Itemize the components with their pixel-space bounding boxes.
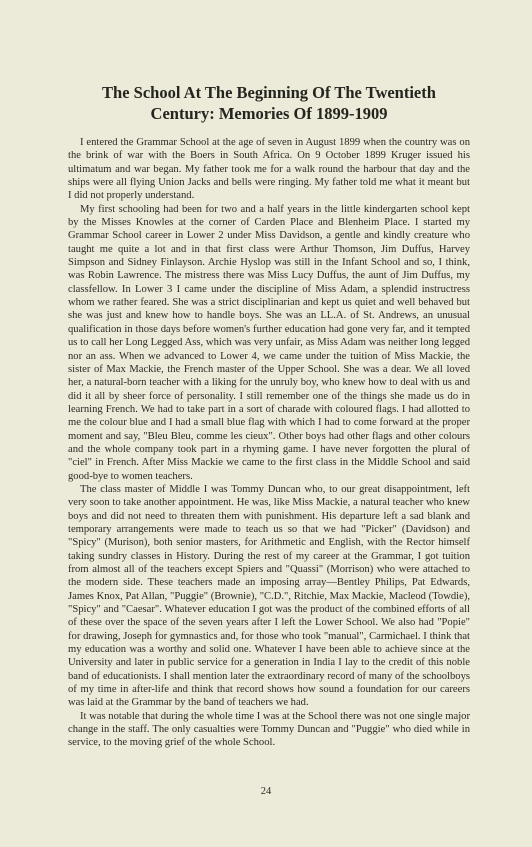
page-number: 24	[260, 786, 272, 797]
paragraph-2: My first schooling had been for two and a half years in the little kindergarten school kept by the Misses Knowles at the corner of Carden Place and Blenheim Place. I started my Grammar School career in Lower 2 under Miss Davidson, a gentle and kindly creature who taught me quite a lot and in that first class were Arthur Thomson, Jim Duffus, Harvey Simpson and Sidney Finlayson. Archie Hyslop was still in the Infant School and so, I think, was Robin Lawrence. The mistress there was Miss Lucy Duffus, the aunt of Jim Duffus, my classfellow. In Lower 3 I came under the discipline of Miss Adam, a splendid instructress whom we rather feared. She was a strict disciplinarian and kept us quiet and well behaved but she was just and knew how to handle boys. She was an LL.A. of St. Andrews, an unusual qualification in those days before women's further education had gone very far, and it tempted us to call her Long Legged Ass, which was very unfair, as Miss Adam was neither long legged nor an ass. When we advanced to Lower 4, we came under the tuition of Miss Mackie, the sister of Max Mackie, the French master of the Upper School. She was a dear. We all loved her, a natural-born teacher with a liking for the unruly boy, who knew how to deal with us and did it all by sheer force of personality. I still remember one of the things she made us do in learning French. We had to take part in a sort of charade with coloured flags. I had allotted to me the colour blue and I had a small blue flag with which I had to come forward at the proper moment and say, "Bleu Bleu, comme les cieux". Other boys had other flags and other colours and the whole company took part in a rhyming game. I have never forgotten the plural of "ciel" in French. After Miss Mackie we came to the first class in the Middle School and said good-bye to women teachers.	[68, 203, 470, 482]
paragraph-1: I entered the Grammar School at the age of seven in August 1899 when the country was on the brink of war with the Boers in South Africa. On 9 October 1899 Kruger issued his ultimatum and war began. My father took me for a walk round the harbour that day and the ships were all flying Union Jacks and bells were ringing. My father told me what it meant but I did not properly understand.	[68, 137, 470, 202]
title-line-2: Century: Memories Of 1899-1909	[150, 104, 388, 123]
article-body	[68, 136, 470, 750]
title-line-1: The School At The Beginning Of The Twentieth	[102, 83, 436, 102]
article-title	[68, 82, 470, 124]
paragraph-3: The class master of Middle I was Tommy Duncan who, to our great disappointment, left very soon to take another appointment. He was, like Miss Mackie, a natural teacher who knew boys and did not need to threaten them with punishment. His departure left a sad blank and temporary arrangements were made to teach us so that we had "Picker" (Davidson) and "Spicy" (Murison), both senior masters, for Arithmetic and English, with the Rector himself taking sundry classes in History. During the rest of my career at the Grammar, I got tuition from almost all of the teachers except Spiers and "Quassi" (Morrison) who were attached to the modern side. These teachers made an imposing array—Bentley Philips, Pat Edwards, James Knox, Pat Allan, "Puggie" (Brownie), "C.D.", Ritchie, Max Mackie, Macleod (Towdie), "Spicy" and "Caesar". Whatever education I got was the product of the combined efforts of all of these over the space of the seven years after I left the Lower School. We also had "Popie" for drawing, Joseph for gymnastics and, for those who took "manual", Carmichael. I think that my education was a worthy and solid one. Whatever I have been able to achieve since at the University and later in public service for a generation in India I lay to the credit of this noble band of educationists. I shall mention later the extraordinary record of many of the schoolboys of my time in after-life and think that record shows how sound a foundation for our careers was laid at the Grammar by the band of teachers we had.	[68, 483, 470, 709]
paragraph-4: It was notable that during the whole time I was at the School there was not one single major change in the staff. The only casualties were Tommy Duncan and "Puggie" who died while in service, to the moving grief of the whole School.	[68, 710, 470, 749]
